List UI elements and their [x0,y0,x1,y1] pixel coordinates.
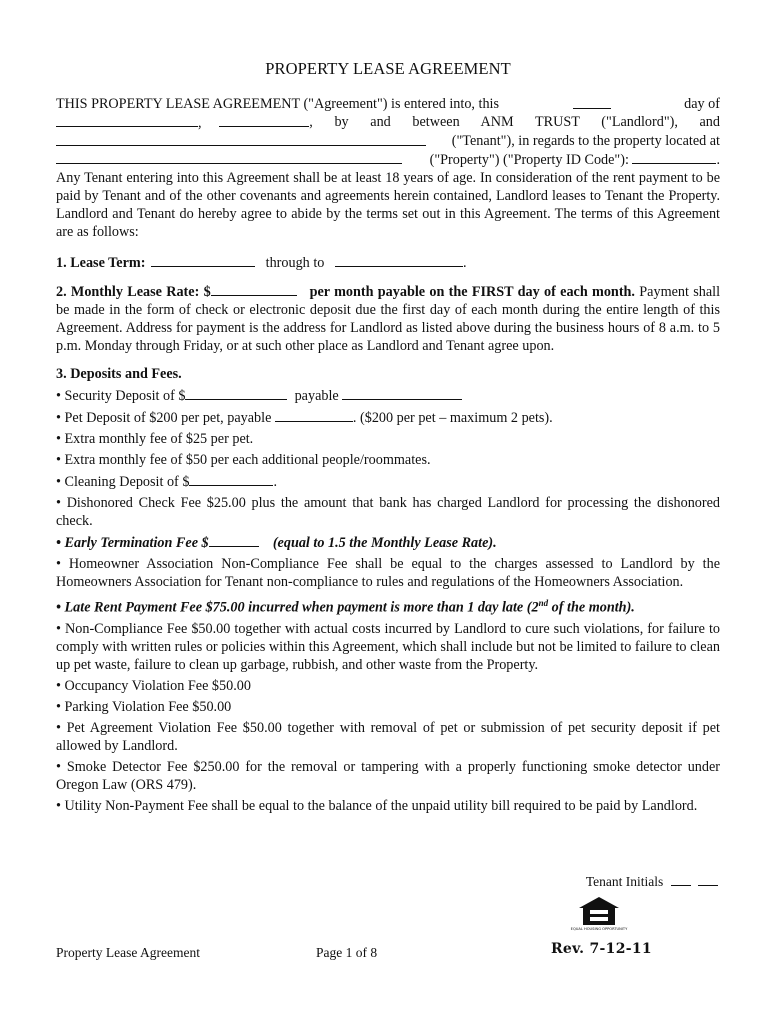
security-deposit: • Security Deposit of $ payable [56,386,720,405]
year-blank[interactable] [219,113,309,127]
lease-term: 1. Lease Term: through to . [56,255,467,271]
intro-text: , by and between ANM TRUST ("Landlord"), and [309,114,720,130]
utility-non-payment-fee: • Utility Non-Payment Fee shall be equal to the balance of the unpaid utility bill required to be paid by Landlord. [56,797,698,814]
initials-blank-2[interactable] [698,872,718,886]
intro-text: ("Property") ("Property ID Code"): [429,152,629,168]
pet-deposit: • Pet Deposit of $200 per pet, payable . ($200 per pet – maximum 2 pets). [56,410,553,426]
early-termination-fee: • Early Termination Fee $ (equal to 1.5 the Monthly Lease Rate). [56,535,497,551]
lease-end-blank[interactable] [335,253,463,267]
parking-violation-fee: • Parking Violation Fee $50.00 [56,698,232,715]
footer-document-name: Property Lease Agreement [56,945,200,960]
early-termination-blank[interactable] [209,533,259,547]
pet-payable-blank[interactable] [275,408,353,422]
late-rent-fee: • Late Rent Payment Fee $75.00 incurred when payment is more than 1 day late (2nd of the month). [56,598,635,616]
tenant-initials: Tenant Initials [586,872,718,890]
day-blank[interactable] [573,95,611,109]
intro-line-1 [56,95,720,113]
lease-document [56,56,720,815]
intro-paragraph: Any Tenant entering into this Agreement shall be at least 18 years of age. In consideration of the rent payment to be paid by Tenant and of the other covenants and agreements herein contained, Landlord leases to Tenant the Property. Landlord and Tenant do hereby agree to abide by the terms set out in this Agreement. The terms of this Agreement are as follows: [56,170,720,240]
intro-line-2: , , by and between ANM TRUST ("Landlord"), and [56,113,720,132]
extra-people-fee: • Extra monthly fee of $50 per each additional people/roommates. [56,452,431,468]
deposits-heading: 3. Deposits and Fees. [56,366,182,382]
hoa-fee: • Homeowner Association Non-Compliance Fee shall be equal to the charges assessed to Landlord by the Homeowners Association for Tenant non-compliance to rules and regulations of the Homeowners Association. [56,556,720,590]
intro-text: THIS PROPERTY LEASE AGREEMENT ("Agreement") is entered into, this [56,96,500,112]
extra-pet-fee: • Extra monthly fee of $25 per pet. [56,431,254,447]
non-compliance-fee: • Non-Compliance Fee $50.00 together with actual costs incurred by Landlord to cure such violations, for failure to comply with written rules or policies within this Agreement, which shall include but not be limited to failure to clean up pet waste, failure to clean up garbage, rubbish, and other waste from the Property. [56,620,720,673]
smoke-detector-fee: • Smoke Detector Fee $250.00 for the removal or tampering with a properly functioning smoke detector under Oregon Law (ORS 479). [56,758,720,793]
intro-line-3 [56,132,720,150]
occupancy-violation-fee: • Occupancy Violation Fee $50.00 [56,677,251,694]
footer-revision: Rev. 7-12-11 [551,941,652,957]
monthly-rate-blank[interactable] [211,282,297,296]
cleaning-deposit: • Cleaning Deposit of $ . [56,474,277,490]
tenant-name-blank[interactable] [56,132,426,146]
intro-text: ("Tenant"), in regards to the property located at [451,133,720,149]
security-deposit-blank[interactable] [185,386,287,400]
lease-start-blank[interactable] [151,253,255,267]
document-title: PROPERTY LEASE AGREEMENT [265,59,511,78]
security-payable-blank[interactable] [342,386,462,400]
eho-caption: EQUAL HOUSING OPPORTUNITY [570,927,628,931]
cleaning-deposit-blank[interactable] [189,472,273,486]
intro-text: day of [684,96,720,112]
dishonored-check-fee: • Dishonored Check Fee $25.00 plus the amount that bank has charged Landlord for processing the dishonored check. [56,495,720,529]
pet-violation-fee: • Pet Agreement Violation Fee $50.00 together with removal of pet or submission of pet security deposit if pet allowed by Landlord. [56,719,720,754]
equal-housing-opportunity-icon [570,895,628,935]
intro-line-4: ("Property") ("Property ID Code"): . [56,150,720,169]
footer-page-number: Page 1 of 8 [316,945,378,960]
property-address-blank[interactable] [56,150,402,164]
monthly-lease-rate: 2. Monthly Lease Rate: $ per month payable on the FIRST day of each month. Payment shall be made in the form of check or electronic deposit due the first day of each month during the entire length of this Agreement. Address for payment is the address for Landlord as listed above during the business hours of 8 a.m. to 5 p.m. Monday through Friday, or at such other place as Landlord and Tenant agree upon. [56,284,721,354]
initials-blank-1[interactable] [671,872,691,886]
month-blank[interactable] [56,113,198,127]
property-id-blank[interactable] [632,150,716,164]
